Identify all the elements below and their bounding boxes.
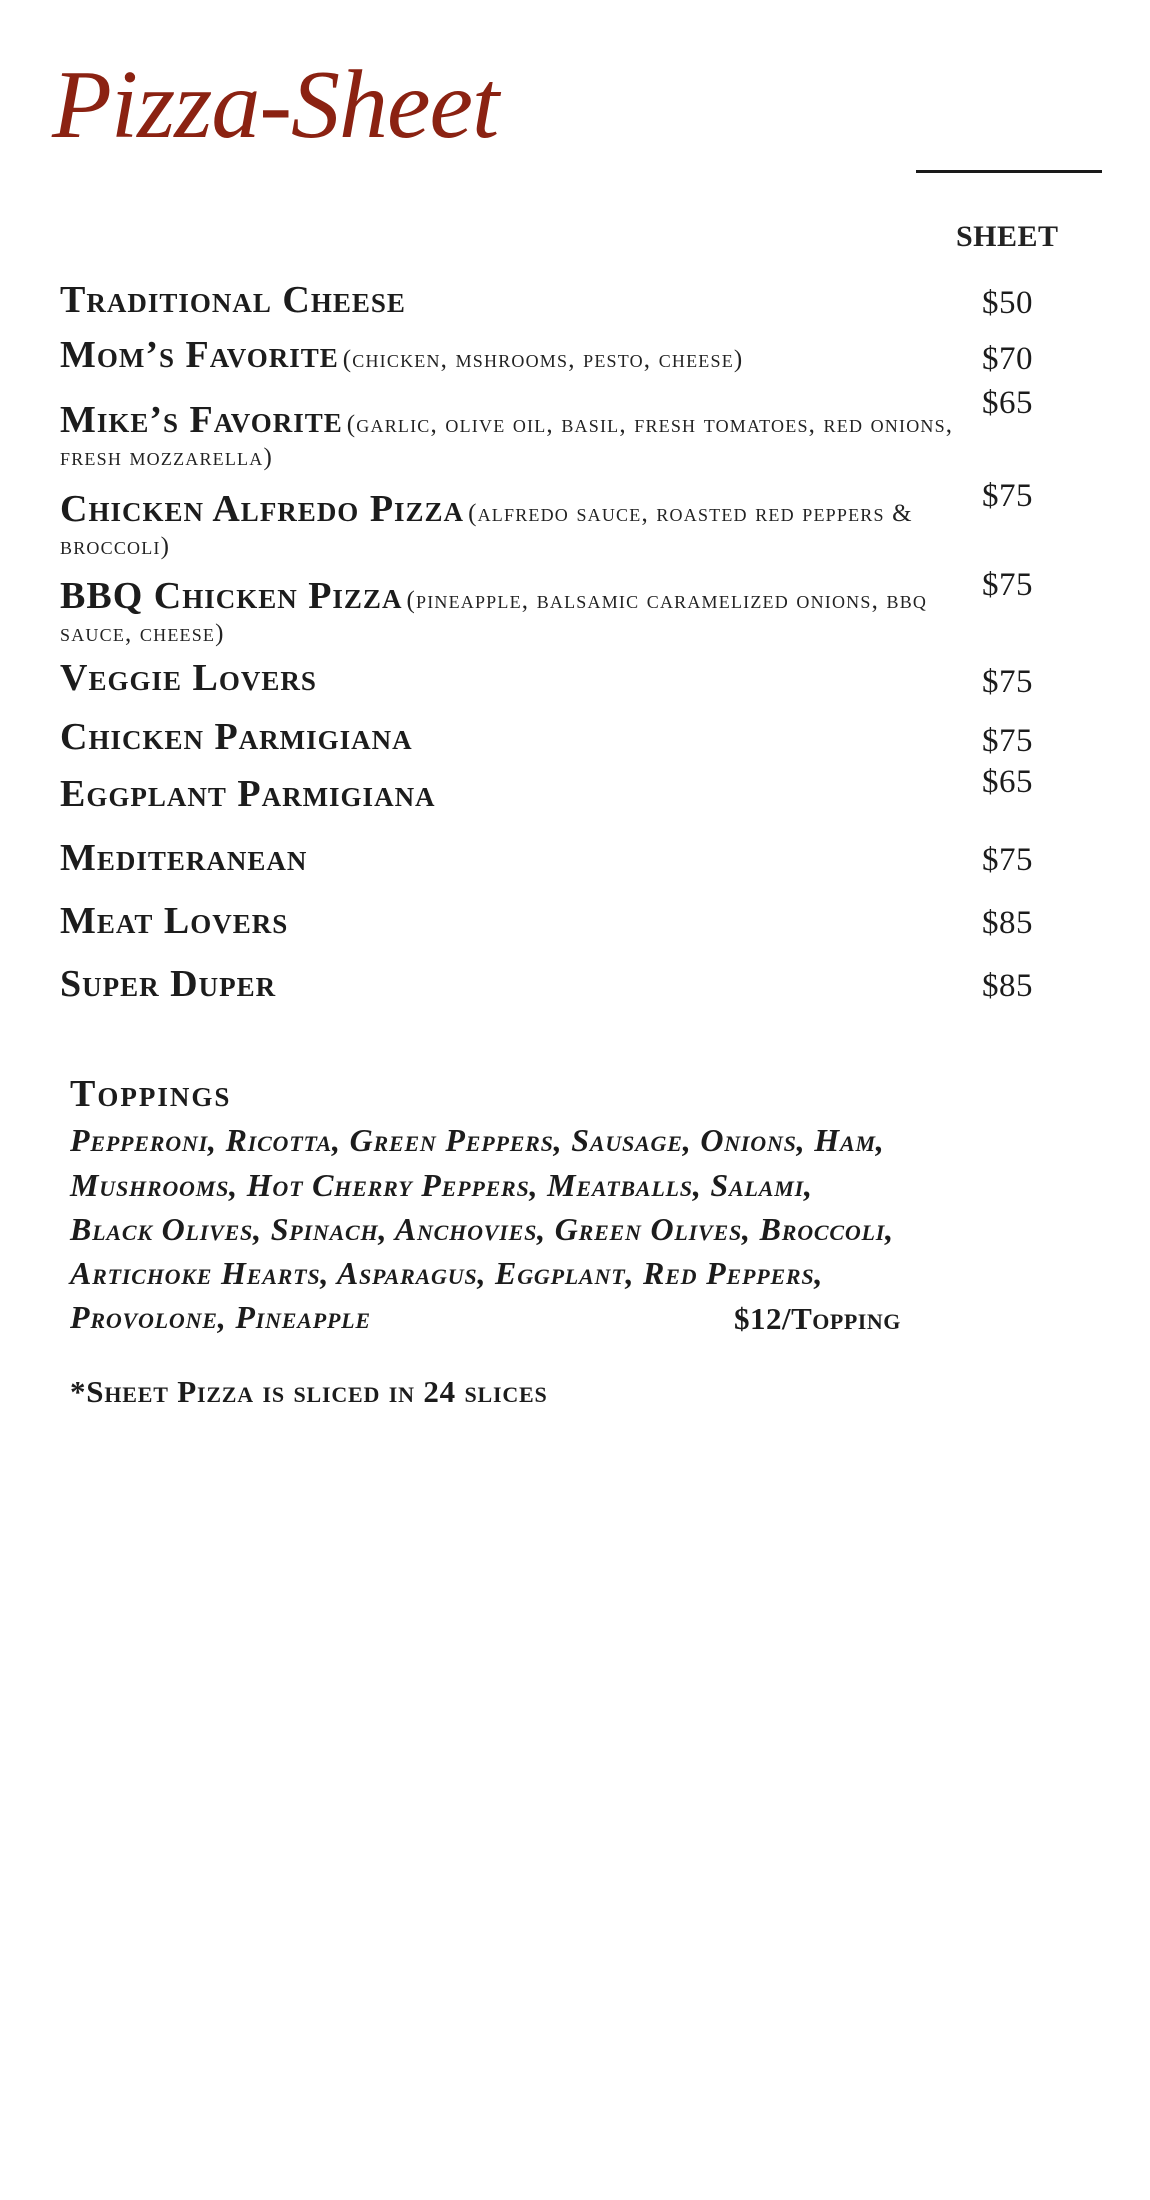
- toppings-line: Black Olives, Spinach, Anchovies, Green Olives, Broccoli,: [70, 1211, 894, 1247]
- item-price: $75: [982, 567, 1033, 603]
- item-price: $65: [982, 385, 1033, 421]
- item-name: Mom’s Favorite: [60, 334, 339, 376]
- item-description: (garlic, olive oil, basil, fresh tomatoes, red onions, fresh mozzarella): [60, 411, 954, 471]
- toppings-heading: Toppings: [70, 1073, 232, 1115]
- page-title: Pizza-Sheet: [52, 51, 499, 159]
- menu-item-super-duper: [60, 962, 960, 1006]
- item-name: Chicken Parmigiana: [60, 716, 413, 758]
- menu-item-veggie-lovers: [60, 656, 960, 700]
- item-price: $85: [982, 905, 1033, 941]
- menu-item-mediteranean: [60, 836, 960, 880]
- item-name: Mediteranean: [60, 837, 308, 879]
- toppings-line: Mushrooms, Hot Cherry Peppers, Meatballs, Salami,: [70, 1167, 813, 1203]
- menu-item-chicken-alfredo-pizza: [60, 487, 960, 562]
- item-price: $70: [982, 341, 1033, 377]
- toppings-line: Pepperoni, Ricotta, Green Peppers, Sausage, Onions, Ham,: [70, 1122, 885, 1158]
- toppings-line: Provolone, Pineapple: [70, 1299, 371, 1335]
- toppings-line: Artichoke Hearts, Asparagus, Eggplant, Red Peppers,: [70, 1255, 824, 1291]
- item-description: (pineapple, balsamic caramelized onions, bbq sauce, cheese): [60, 587, 928, 647]
- item-price: $75: [982, 842, 1033, 878]
- item-description: (alfredo sauce, roasted red peppers & broccoli): [60, 500, 913, 560]
- price-column-header: SHEET: [956, 220, 1059, 253]
- menu-item-bbq-chicken-pizza: [60, 574, 960, 649]
- item-description: (chicken, mshrooms, pesto, cheese): [342, 346, 744, 373]
- menu-item-eggplant-parmigiana: [60, 772, 960, 816]
- item-name: BBQ Chicken Pizza: [60, 575, 403, 617]
- item-name: Super Duper: [60, 963, 277, 1005]
- item-name: Traditional Cheese: [60, 279, 406, 321]
- header-divider: [916, 170, 1102, 173]
- menu-item-moms-favorite: [60, 333, 960, 377]
- item-name: Mike’s Favorite: [60, 399, 343, 441]
- item-price: $75: [982, 723, 1033, 759]
- menu-item-meat-lovers: [60, 899, 960, 943]
- slice-footnote: *Sheet Pizza is sliced in 24 slices: [70, 1374, 548, 1409]
- item-name: Eggplant Parmigiana: [60, 773, 436, 815]
- item-price: $65: [982, 764, 1033, 800]
- item-price: $75: [982, 664, 1033, 700]
- item-price: $50: [982, 285, 1033, 321]
- menu-item-chicken-parmigiana: [60, 715, 960, 759]
- item-name: Veggie Lovers: [60, 657, 317, 699]
- topping-price: $12/Topping: [734, 1301, 901, 1336]
- menu-item-mikes-favorite: [60, 398, 960, 473]
- menu-item-traditional-cheese: [60, 278, 960, 322]
- item-name: Meat Lovers: [60, 900, 289, 942]
- item-price: $85: [982, 968, 1033, 1004]
- item-price: $75: [982, 478, 1033, 514]
- item-name: Chicken Alfredo Pizza: [60, 488, 465, 530]
